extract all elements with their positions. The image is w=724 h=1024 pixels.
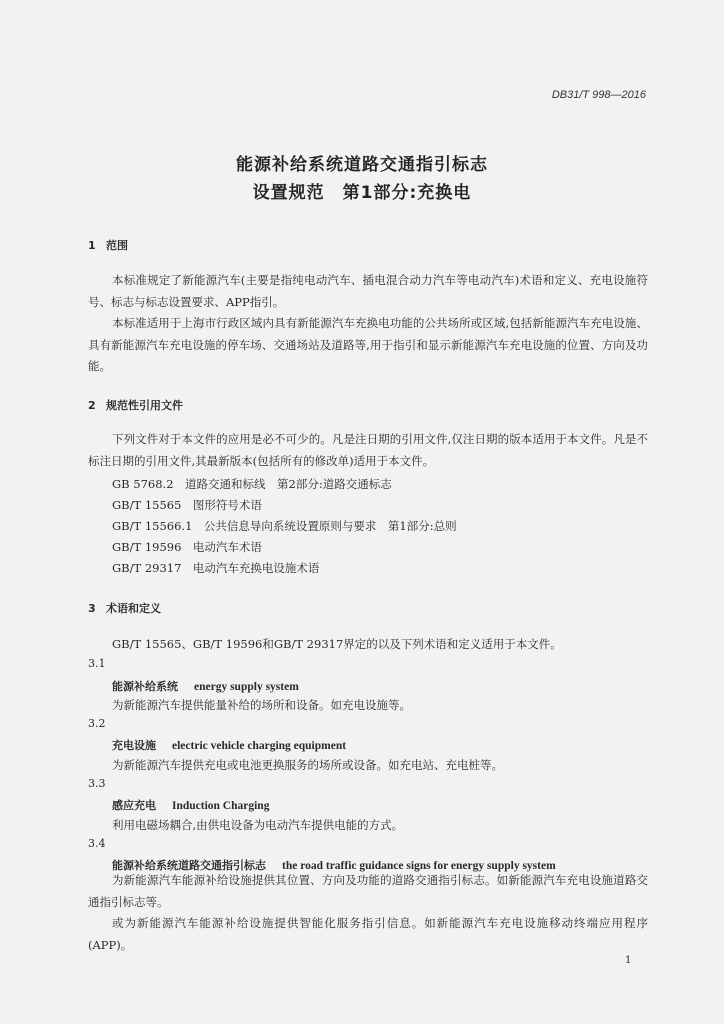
title-line-2: 设置规范 第1部分:充换电 (252, 183, 472, 203)
paragraph: 本标准规定了新能源汽车(主要是指纯电动汽车、插电混合动力汽车等电动汽车)术语和定义、充电设施符号、标志与标志设置要求、APP指引。 (88, 273, 648, 309)
term-english: the road traffic guidance signs for energy supply system (282, 860, 556, 872)
term-definition: 利用电磁场耦合,由供电设备为电动汽车提供电能的方式。 (112, 818, 404, 832)
section-1-body (88, 270, 648, 378)
term-definition: 为新能源汽车提供能量补给的场所和设备。如充电设施等。 (112, 698, 411, 712)
term-chinese: 感应充电 (112, 799, 156, 812)
section-1-heading (88, 237, 128, 253)
section-title: 规范性引用文件 (106, 399, 183, 412)
section-3-intro: GB/T 15565、GB/T 19596和GB/T 29317界定的以及下列术语和定义适用于本文件。 (112, 637, 562, 651)
term-number: 3.3 (88, 777, 106, 790)
reference-item: GB/T 15566.1 公共信息导向系统设置原则与要求 第1部分:总则 (112, 519, 457, 533)
section-number: 2 (88, 399, 96, 412)
section-3-heading (88, 600, 161, 616)
term-title (112, 678, 299, 694)
section-2-heading (88, 397, 183, 413)
title-line-1: 能源补给系统道路交通指引标志 (236, 155, 488, 175)
paragraph: 本标准适用于上海市行政区域内具有新能源汽车充换电功能的公共场所或区域,包括新能源汽车充电设施、具有新能源汽车充电设施的停车场、交通场站及道路等,用于指引和显示新能源汽车充电设施的位置、方向及功能。 (88, 316, 648, 373)
paragraph: 或为新能源汽车能源补给设施提供智能化服务指引信息。如新能源汽车充电设施移动终端应用程序(APP)。 (88, 916, 648, 952)
term-title (112, 737, 346, 753)
term-number: 3.4 (88, 837, 106, 850)
section-title: 范围 (106, 239, 128, 252)
reference-item: GB 5768.2 道路交通和标线 第2部分:道路交通标志 (112, 477, 392, 491)
paragraph: 为新能源汽车能源补给设施提供其位置、方向及功能的道路交通指引标志。如新能源汽车充电设施道路交通指引标志等。 (88, 873, 648, 909)
term-english: Induction Charging (172, 800, 270, 812)
reference-item: GB/T 19596 电动汽车术语 (112, 540, 262, 554)
term-chinese: 能源补给系统 (112, 680, 178, 693)
term-definition: 为新能源汽车提供充电或电池更换服务的场所或设备。如充电站、充电桩等。 (112, 758, 503, 772)
section-title: 术语和定义 (106, 602, 161, 615)
section-number: 3 (88, 602, 96, 615)
reference-item: GB/T 15565 图形符号术语 (112, 498, 262, 512)
section-number: 1 (88, 239, 96, 252)
term-english: energy supply system (194, 681, 299, 693)
term-chinese: 能源补给系统道路交通指引标志 (112, 859, 266, 872)
reference-item: GB/T 29317 电动汽车充换电设施术语 (112, 561, 320, 575)
section-2-intro (88, 429, 648, 472)
term-number: 3.2 (88, 717, 106, 730)
term-chinese: 充电设施 (112, 739, 156, 752)
page-number: 1 (625, 955, 632, 966)
paragraph: 下列文件对于本文件的应用是必不可少的。凡是注日期的引用文件,仅注日期的版本适用于本文件。凡是不标注日期的引用文件,其最新版本(包括所有的修改单)适用于本文件。 (88, 432, 648, 468)
term-title (112, 797, 269, 813)
term-number: 3.1 (88, 657, 106, 670)
term-definition-block (88, 870, 648, 956)
term-english: electric vehicle charging equipment (172, 740, 347, 752)
standard-number: DB31/T 998—2016 (551, 89, 646, 101)
